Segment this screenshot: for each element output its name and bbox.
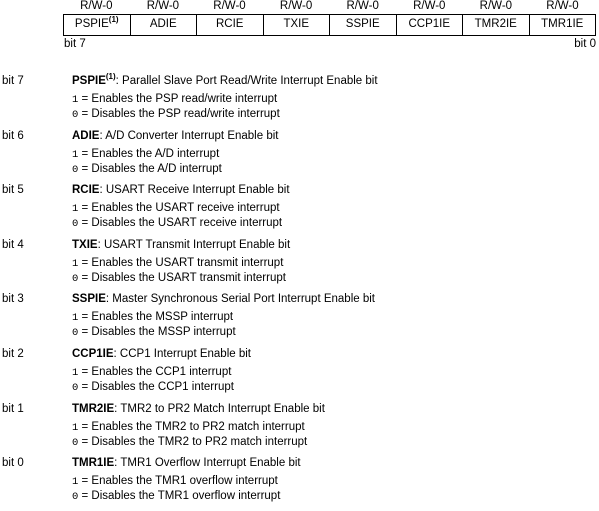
clear-description bbox=[72, 271, 286, 286]
clear-text: = Disables the USART receive interrupt bbox=[78, 217, 283, 230]
clear-text: = Disables the TMR1 overflow interrupt bbox=[78, 490, 281, 503]
value-one: 1 bbox=[72, 94, 79, 106]
bit-mnemonic: SSPIE bbox=[72, 293, 106, 306]
set-text: = Enables the TMR2 to PR2 match interrupt bbox=[78, 420, 305, 433]
access-type: R/W-0 bbox=[346, 0, 379, 12]
bit-mnemonic: TMR1IE bbox=[72, 457, 115, 470]
bit-summary: : USART Receive Interrupt Enable bit bbox=[99, 184, 290, 197]
bit-name: PSPIE bbox=[74, 18, 109, 30]
clear-text: = Disables the PSP read/write interrupt bbox=[78, 108, 280, 120]
bit-name-cell: RCIE bbox=[197, 15, 264, 35]
value-zero: 0 bbox=[72, 436, 79, 449]
bit-heading bbox=[72, 238, 290, 252]
bit-summary: : CCP1 Interrupt Enable bit bbox=[113, 347, 251, 360]
bit-name-cell: TMR2IE bbox=[463, 15, 530, 35]
bit-descriptions bbox=[0, 74, 599, 511]
bit-name-cell: ADIE bbox=[131, 15, 198, 35]
bit-name-cell: CCP1IE bbox=[397, 15, 464, 35]
bit-mnemonic: ADIE bbox=[72, 129, 100, 142]
bit-low-label: bit 0 bbox=[574, 38, 596, 50]
set-text: = Enables the TMR1 overflow interrupt bbox=[78, 475, 278, 488]
bit-name-cell: SSPIE bbox=[330, 15, 397, 35]
bit-description-entry bbox=[0, 402, 599, 457]
clear-description bbox=[72, 325, 236, 340]
value-zero: 0 bbox=[72, 109, 79, 121]
bit-description-entry bbox=[0, 129, 599, 184]
bit-summary: : Parallel Slave Port Read/Write Interrupt Enable bit bbox=[115, 75, 378, 87]
footnote-marker: (1) bbox=[105, 72, 116, 82]
value-zero: 0 bbox=[72, 218, 79, 231]
value-one: 1 bbox=[72, 203, 79, 216]
access-type-row bbox=[63, 0, 596, 12]
value-one: 1 bbox=[72, 476, 79, 489]
bit-number: bit 6 bbox=[2, 129, 24, 142]
bit-number: bit 0 bbox=[2, 457, 24, 470]
value-zero: 0 bbox=[72, 491, 79, 504]
set-description bbox=[72, 92, 277, 107]
register-diagram bbox=[63, 0, 596, 50]
bit-mnemonic: TXIE bbox=[72, 238, 98, 251]
access-type: R/W-0 bbox=[413, 0, 446, 12]
set-text: = Enables the USART transmit interrupt bbox=[78, 256, 284, 269]
bit-mnemonic: CCP1IE bbox=[72, 347, 114, 360]
register-bit-names-row bbox=[63, 14, 596, 36]
bit-number: bit 7 bbox=[2, 75, 24, 87]
clear-description bbox=[72, 489, 280, 504]
value-one: 1 bbox=[72, 421, 79, 434]
set-description bbox=[72, 420, 305, 435]
set-description bbox=[72, 256, 283, 271]
clear-description bbox=[72, 162, 222, 177]
access-type: R/W-0 bbox=[213, 0, 246, 12]
bit-heading bbox=[72, 183, 290, 197]
set-description bbox=[72, 147, 219, 162]
bit-name-cell bbox=[64, 15, 131, 35]
clear-text: = Disables the A/D interrupt bbox=[78, 162, 222, 175]
bit-high-label: bit 7 bbox=[64, 38, 86, 50]
footnote-marker: (1) bbox=[108, 15, 119, 25]
value-one: 1 bbox=[72, 257, 79, 270]
set-text: = Enables the A/D interrupt bbox=[78, 147, 220, 160]
bit-description-entry bbox=[0, 292, 599, 347]
access-type: R/W-0 bbox=[479, 0, 513, 12]
set-text: = Enables the USART receive interrupt bbox=[78, 202, 280, 215]
clear-description bbox=[72, 107, 280, 122]
bit-number: bit 4 bbox=[2, 238, 24, 251]
bit-heading bbox=[72, 456, 301, 470]
set-description bbox=[72, 474, 278, 489]
value-one: 1 bbox=[72, 148, 79, 161]
bit-name-cell: TMR1IE bbox=[530, 15, 597, 35]
bit-number: bit 5 bbox=[2, 184, 24, 197]
bit-mnemonic: TMR2IE bbox=[72, 402, 115, 415]
bit-heading bbox=[72, 74, 378, 88]
value-zero: 0 bbox=[72, 327, 79, 340]
bit-mnemonic: PSPIE bbox=[72, 75, 106, 87]
set-text: = Enables the PSP read/write interrupt bbox=[78, 93, 278, 105]
bit-range-labels bbox=[63, 36, 596, 50]
clear-text: = Disables the CCP1 interrupt bbox=[78, 380, 234, 393]
clear-description bbox=[72, 216, 282, 231]
bit-summary: : TMR2 to PR2 Match Interrupt Enable bit bbox=[114, 402, 325, 415]
bit-name-cell: TXIE bbox=[264, 15, 331, 35]
clear-text: = Disables the MSSP interrupt bbox=[78, 326, 236, 339]
bit-number: bit 3 bbox=[2, 293, 24, 306]
set-description bbox=[72, 365, 231, 380]
access-type: R/W-0 bbox=[80, 0, 113, 12]
value-zero: 0 bbox=[72, 272, 79, 285]
clear-text: = Disables the USART transmit interrupt bbox=[78, 271, 286, 284]
set-description bbox=[72, 310, 233, 325]
bit-heading bbox=[72, 347, 251, 361]
clear-text: = Disables the TMR2 to PR2 match interrupt bbox=[78, 435, 308, 448]
value-one: 1 bbox=[72, 366, 79, 379]
bit-heading bbox=[72, 129, 278, 143]
access-type: R/W-0 bbox=[146, 0, 180, 12]
bit-description-entry bbox=[0, 456, 599, 511]
bit-description-entry bbox=[0, 183, 599, 238]
bit-heading bbox=[72, 292, 375, 306]
value-one: 1 bbox=[72, 312, 79, 325]
clear-description bbox=[72, 435, 307, 450]
value-zero: 0 bbox=[72, 163, 79, 176]
clear-description bbox=[72, 380, 234, 395]
bit-summary: : Master Synchronous Serial Port Interrupt Enable bit bbox=[105, 293, 375, 306]
value-zero: 0 bbox=[72, 381, 79, 394]
access-type: R/W-0 bbox=[546, 0, 579, 12]
bit-description-entry bbox=[0, 74, 599, 129]
bit-mnemonic: RCIE bbox=[72, 184, 100, 197]
set-description bbox=[72, 201, 280, 216]
bit-description-entry bbox=[0, 347, 599, 402]
set-text: = Enables the MSSP interrupt bbox=[78, 311, 234, 324]
bit-heading bbox=[72, 402, 325, 416]
set-text: = Enables the CCP1 interrupt bbox=[78, 365, 232, 378]
access-type: R/W-0 bbox=[279, 0, 313, 12]
bit-description-entry bbox=[0, 238, 599, 293]
bit-summary: : A/D Converter Interrupt Enable bit bbox=[99, 129, 279, 142]
bit-number: bit 2 bbox=[2, 347, 24, 360]
bit-summary: : USART Transmit Interrupt Enable bit bbox=[97, 238, 291, 251]
bit-number: bit 1 bbox=[2, 402, 24, 415]
bit-summary: : TMR1 Overflow Interrupt Enable bit bbox=[114, 457, 301, 470]
